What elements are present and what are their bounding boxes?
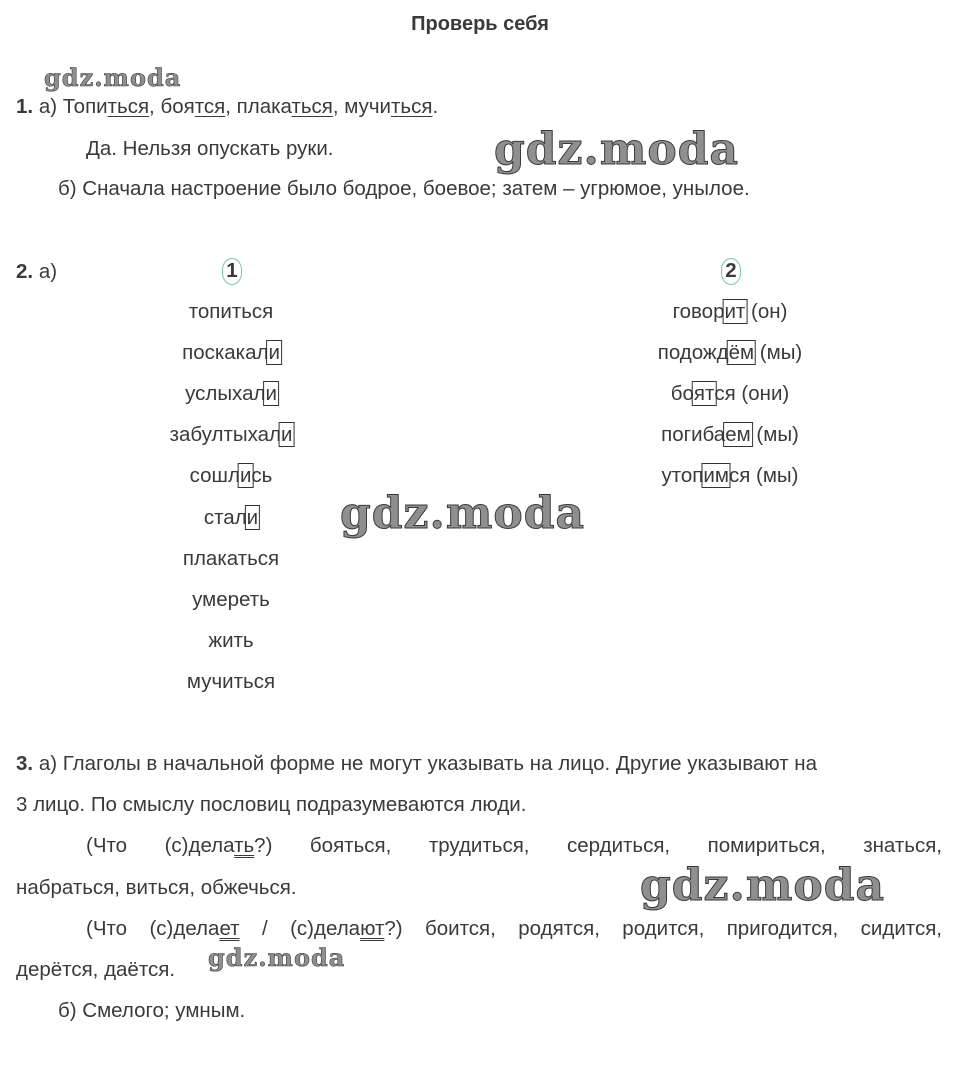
word-item: поскакали <box>182 341 280 365</box>
word-item: стали <box>203 505 259 529</box>
word: мучиться. <box>344 95 439 118</box>
word: плакаться, <box>236 95 345 118</box>
task3-question1-cont: набраться, виться, обжечься. <box>16 876 297 899</box>
word-item: топиться <box>188 300 274 323</box>
task3-line-a2: 3 лицо. По смыслу пословиц подразумеваются люди. <box>16 793 527 816</box>
watermark: gdz.moda <box>640 860 886 911</box>
word: боятся, <box>160 95 237 118</box>
ending-box: и <box>246 505 259 529</box>
word-item: мучиться <box>186 669 276 693</box>
word-item: подождём (мы) <box>657 341 803 365</box>
word-item: боятся (они) <box>670 382 790 406</box>
task3-question1: (Что (с)делать?) бояться, трудиться, сердиться, помириться, знаться, <box>86 834 943 857</box>
word-item: умереть <box>192 587 270 611</box>
word-item: сошлись <box>189 464 273 488</box>
ending-box: ит <box>724 300 746 323</box>
word-item: говорит (он) <box>672 300 788 323</box>
task1-answer: Да. Нельзя опускать руки. <box>86 137 334 160</box>
column-header-2: 2 <box>721 258 741 285</box>
word-item: услыхали <box>185 382 277 406</box>
ending-box: ём <box>728 341 755 365</box>
ending-box: и <box>268 341 280 365</box>
word-item: плакаться <box>182 546 280 570</box>
word: Топиться, <box>62 95 161 118</box>
subtask-label: а) <box>38 95 58 118</box>
word-item: утопимся (мы) <box>661 464 799 488</box>
task-number: 2. <box>16 260 34 283</box>
watermark: gdz.moda <box>208 943 346 972</box>
watermark: gdz.moda <box>340 488 586 539</box>
task-number: 1. <box>16 95 34 118</box>
ending-box: ем <box>725 423 751 447</box>
watermark: gdz.moda <box>494 124 740 175</box>
page-title: Проверь себя <box>411 13 549 35</box>
task3-line-a1: 3. а) Глаголы в начальной форме не могут указывать на лицо. Другие указывают на <box>16 752 818 775</box>
word-item: жить <box>208 628 254 652</box>
word-item: забултыхали <box>169 423 293 447</box>
ending-box: им <box>703 464 729 488</box>
task1-line-b: б) Сначала настроение было бодрое, боевое; затем – угрюмое, унылое. <box>58 177 750 200</box>
task2-label <box>16 260 57 285</box>
ending-box: и <box>239 464 252 488</box>
task-number: 3. <box>16 752 34 775</box>
task3-line-b: б) Смелого; умным. <box>58 999 246 1022</box>
task3-question2: (Что (с)делает / (с)делают?) боится, родятся, родится, пригодится, сидится, <box>86 917 942 940</box>
task1-line-a <box>16 95 438 120</box>
ending-box: ят <box>693 382 715 406</box>
ending-box: и <box>280 423 293 447</box>
task3-question2-cont: дерётся, даётся. <box>16 958 176 981</box>
word-item: погибаем (мы) <box>661 423 799 447</box>
watermark: gdz.moda <box>44 63 182 92</box>
column-header-1: 1 <box>222 258 242 285</box>
subtask-label: а) <box>38 260 58 283</box>
ending-box: и <box>265 382 277 406</box>
